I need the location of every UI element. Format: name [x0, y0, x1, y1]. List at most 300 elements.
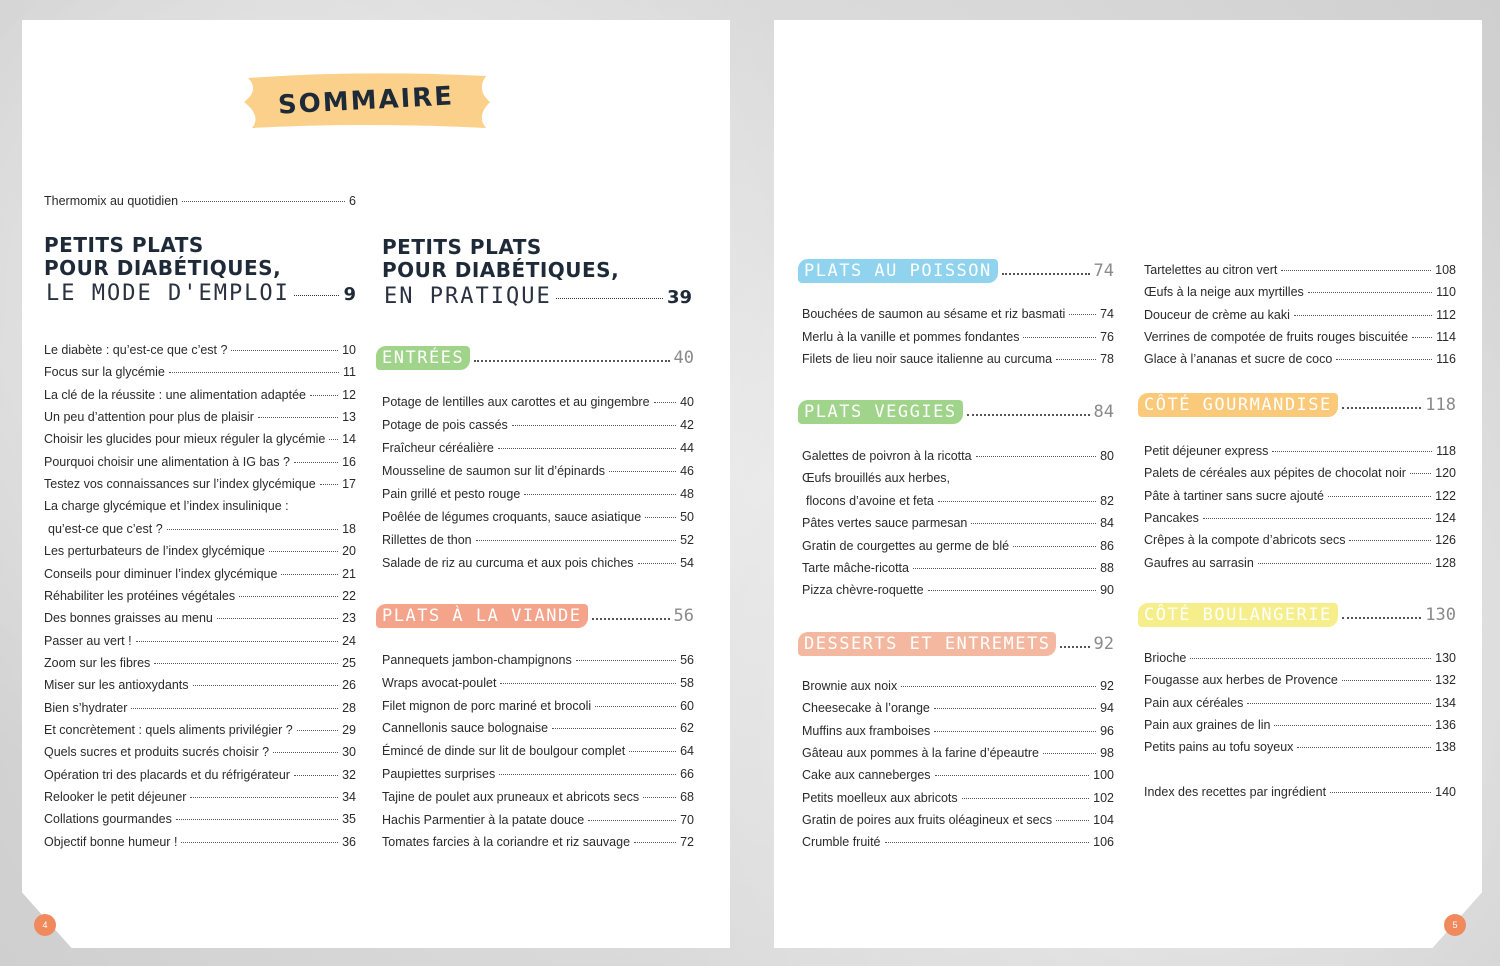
toc-entry-page: 108: [1435, 263, 1456, 277]
toc-entry-page: 66: [680, 767, 694, 781]
toc-entry-title: Quels sucres et produits sucrés choisir ?: [44, 745, 270, 760]
toc-entry[interactable]: [382, 835, 694, 853]
toc-entry-page: 96: [1100, 723, 1114, 738]
toc-entry-page: 26: [342, 678, 356, 693]
dot-leader: [1002, 273, 1090, 275]
section-title: ENTRÉES: [376, 346, 470, 370]
toc-entry[interactable]: [44, 812, 356, 830]
toc-entry-title: Œufs brouillés aux herbes,: [802, 471, 950, 486]
toc-entry[interactable]: [1144, 263, 1456, 281]
toc-entry[interactable]: [382, 510, 694, 528]
toc-entry[interactable]: [802, 471, 1114, 489]
toc-entry-title: Le diabète : qu’est-ce que c’est ?: [44, 343, 228, 357]
toc-entry-page: 14: [342, 432, 356, 447]
toc-entry-title: Thermomix au quotidien: [44, 194, 179, 208]
toc-entry-page: 36: [342, 834, 356, 849]
part1-subtitle-text: LE MODE D'EMPLOI: [46, 281, 290, 306]
toc-entry-page: 17: [342, 477, 356, 492]
toc-entry[interactable]: [1144, 673, 1456, 691]
section-veggies[interactable]: [798, 399, 1114, 425]
dot-leader: [154, 663, 338, 664]
toc-entry[interactable]: [802, 307, 1114, 325]
toc-entry[interactable]: [1144, 533, 1456, 551]
toc-entry-page: 80: [1100, 449, 1114, 463]
dot-leader: [193, 685, 339, 686]
dot-leader: [131, 708, 338, 709]
toc-entry-page: 16: [342, 454, 356, 469]
toc-entry-page: 90: [1100, 583, 1114, 598]
dot-leader: [190, 797, 338, 798]
dot-leader: [1043, 753, 1096, 754]
dot-leader: [1328, 496, 1431, 497]
dot-leader: [294, 462, 338, 463]
toc-entry-page: 20: [342, 544, 356, 559]
toc-entry-title: Cannellonis sauce bolognaise: [382, 721, 549, 736]
toc-entry-title: Choisir les glucides pour mieux réguler la glycémie: [44, 432, 326, 447]
page-number-left: 4: [34, 914, 56, 936]
toc-entry-title: Glace à l’ananas et sucre de coco: [1144, 352, 1333, 367]
toc-entry-page: 6: [349, 194, 356, 208]
dot-leader: [181, 842, 338, 843]
toc-entry-page: 58: [680, 675, 694, 690]
toc-entry-page: 52: [680, 533, 694, 547]
toc-entry-title: Gaufres au sarrasin: [1144, 555, 1254, 570]
toc-entry[interactable]: [1144, 696, 1456, 714]
toc-entry-page: 22: [342, 588, 356, 603]
toc-entry-page: 130: [1435, 651, 1456, 665]
toc-entry[interactable]: [802, 746, 1114, 764]
toc-entry-title: La clé de la réussite : une alimentation adaptée: [44, 387, 306, 402]
dot-leader: [499, 774, 676, 775]
dot-leader: [552, 728, 676, 729]
dot-leader: [935, 775, 1090, 776]
section-page: 56: [673, 606, 694, 626]
toc-entry-page: 94: [1100, 701, 1114, 716]
toc-entry[interactable]: [802, 813, 1114, 831]
toc-entry-page: 88: [1100, 561, 1114, 575]
section-title: DESSERTS ET ENTREMETS: [798, 632, 1056, 656]
dot-leader: [1336, 359, 1432, 360]
toc-entry-title: La charge glycémique et l’index insulinique :: [44, 499, 289, 514]
toc-entry-page: 134: [1435, 695, 1456, 710]
toc-entry[interactable]: [802, 791, 1114, 809]
toc-entry-page: 42: [680, 418, 694, 432]
section-page: 92: [1093, 634, 1114, 654]
toc-entry-page: 60: [680, 698, 694, 713]
toc-entry-page: 98: [1100, 745, 1114, 760]
part2-subtitle-text: EN PRATIQUE: [384, 284, 552, 309]
toc-entry[interactable]: [382, 676, 694, 694]
dot-leader: [643, 797, 676, 798]
toc-entry-page: 70: [680, 812, 694, 827]
dot-leader: [231, 350, 338, 351]
toc-entry[interactable]: [802, 352, 1114, 370]
toc-entry[interactable]: [1144, 511, 1456, 529]
toc-entry-title: Pain aux céréales: [1144, 695, 1244, 710]
toc-entry-intro[interactable]: [44, 194, 356, 212]
toc-entry-page: 28: [342, 700, 356, 715]
toc-entry[interactable]: [382, 441, 694, 459]
dot-leader: [217, 618, 338, 619]
toc-entry-page: 106: [1093, 835, 1114, 850]
dot-leader: [934, 731, 1096, 732]
toc-entry-page: 112: [1436, 307, 1456, 322]
toc-entry[interactable]: [802, 583, 1114, 601]
dot-leader: [645, 517, 676, 518]
toc-entry-page: 50: [680, 510, 694, 524]
toc-entry[interactable]: [1144, 556, 1456, 574]
toc-entry[interactable]: [1144, 308, 1456, 326]
dot-leader: [1272, 451, 1432, 452]
toc-entry-title: Petits moelleux aux abricots: [802, 790, 958, 805]
toc-entry[interactable]: [44, 678, 356, 696]
toc-entry-title: Brioche: [1144, 651, 1187, 665]
sommaire-title: SOMMAIRE: [277, 81, 455, 121]
toc-entry-page: 11: [343, 365, 356, 380]
toc-entry-title: Tajine de poulet aux pruneaux et abricots secs: [382, 789, 640, 804]
toc-entry[interactable]: [44, 835, 356, 853]
toc-entry[interactable]: [382, 790, 694, 808]
dot-leader: [512, 425, 676, 426]
toc-entry-page: 82: [1100, 493, 1114, 508]
toc-entry[interactable]: [802, 701, 1114, 719]
dot-leader: [1297, 747, 1431, 748]
toc-entry-title: Petit déjeuner express: [1144, 444, 1269, 458]
toc-entry[interactable]: [44, 790, 356, 808]
toc-entry-title: Pizza chèvre-roquette: [802, 583, 924, 598]
dot-leader: [320, 484, 338, 485]
dot-leader: [1203, 518, 1431, 519]
toc-entry[interactable]: [44, 499, 356, 517]
section-desserts[interactable]: [798, 631, 1114, 657]
dot-leader: [136, 641, 339, 642]
dot-leader: [901, 686, 1096, 687]
toc-entry-page: 128: [1435, 555, 1456, 570]
toc-entry[interactable]: [44, 544, 356, 562]
dot-leader: [1294, 315, 1432, 316]
dot-leader: [167, 529, 338, 530]
toc-entry-title: Rillettes de thon: [382, 533, 472, 547]
toc-entry-page: 72: [680, 835, 694, 850]
toc-entry-title: Pancakes: [1144, 510, 1199, 525]
dot-leader: [1281, 270, 1431, 271]
section-gourmandise[interactable]: [1138, 392, 1456, 418]
toc-entry[interactable]: [802, 330, 1114, 348]
toc-entry-page: 46: [680, 464, 694, 478]
toc-entry-title: Tomates farcies à la coriandre et riz sauvage: [382, 835, 631, 850]
dot-leader: [474, 360, 669, 362]
toc-entry-page: 120: [1435, 466, 1456, 481]
toc-entry[interactable]: [382, 464, 694, 482]
dot-leader: [273, 752, 338, 753]
toc-entry[interactable]: [44, 634, 356, 652]
section-page: 74: [1093, 261, 1114, 281]
toc-entry-title: Brownie aux noix: [802, 679, 898, 693]
toc-entry-page: 56: [680, 653, 694, 667]
toc-entry[interactable]: [802, 494, 1114, 512]
toc-entry-title: Salade de riz au curcuma et aux pois chiches: [382, 556, 634, 570]
part1-title-line1: PETITS PLATS: [44, 233, 204, 257]
toc-entry-title: Pain aux graines de lin: [1144, 717, 1271, 732]
toc-entry-title: flocons d’avoine et feta: [806, 493, 934, 508]
section-title: CÔTÉ GOURMANDISE: [1138, 393, 1338, 417]
toc-entry-page: 92: [1100, 679, 1114, 693]
dot-leader: [1056, 359, 1096, 360]
toc-entry[interactable]: [802, 449, 1114, 467]
toc-entry-page: 23: [342, 611, 356, 626]
toc-entry[interactable]: [44, 589, 356, 607]
toc-entry-title: Palets de céréales aux pépites de chocolat noir: [1144, 466, 1406, 481]
dot-leader: [239, 596, 338, 597]
toc-entry-title: Crumble fruité: [802, 835, 881, 850]
toc-entry-page: 44: [680, 441, 694, 455]
toc-entry-title: Gratin de courgettes au germe de blé: [802, 538, 1010, 553]
toc-entry[interactable]: [1144, 489, 1456, 507]
toc-entry-page: 25: [342, 655, 356, 670]
toc-entry-title: Cheesecake à l’orange: [802, 701, 930, 716]
section-title: CÔTÉ BOULANGERIE: [1138, 603, 1338, 627]
dot-leader: [269, 551, 338, 552]
dot-leader: [654, 402, 677, 403]
toc-entry[interactable]: [382, 653, 694, 671]
toc-entry[interactable]: [1144, 330, 1456, 348]
dot-leader: [638, 563, 677, 564]
toc-entry[interactable]: [44, 410, 356, 428]
toc-entry-title: Tarte mâche-ricotta: [802, 561, 909, 575]
dot-leader: [258, 417, 338, 418]
dot-leader: [1274, 725, 1431, 726]
toc-entry[interactable]: [44, 723, 356, 741]
toc-entry[interactable]: [802, 724, 1114, 742]
dot-leader: [1247, 703, 1431, 704]
toc-entry-title: Objectif bonne humeur !: [44, 834, 178, 849]
toc-entry[interactable]: [44, 432, 356, 450]
toc-entry-title: Et concrètement : quels aliments privilégier ?: [44, 722, 293, 737]
dot-leader: [1056, 820, 1089, 821]
toc-entry-page: 100: [1093, 768, 1114, 783]
toc-entry[interactable]: [44, 656, 356, 674]
toc-entry-title: Mousseline de saumon sur lit d’épinards: [382, 464, 606, 478]
toc-entry-page: 13: [342, 410, 356, 425]
toc-entry-page: 74: [1100, 307, 1114, 321]
toc-entry[interactable]: [1144, 740, 1456, 758]
toc-entry-title: Filet mignon de porc mariné et brocoli: [382, 698, 592, 713]
toc-entry-title: Un peu d’attention pour plus de plaisir: [44, 410, 254, 425]
toc-entry-title: Gâteau aux pommes à la farine d’épeautre: [802, 745, 1039, 760]
section-page: 40: [673, 348, 694, 368]
toc-entry[interactable]: [382, 813, 694, 831]
toc-entry-page: 18: [342, 521, 356, 536]
toc-entry[interactable]: [44, 768, 356, 786]
dot-leader: [913, 568, 1096, 569]
dot-leader: [329, 439, 338, 440]
section-entrees[interactable]: [376, 345, 694, 371]
toc-entry-page: 35: [342, 812, 356, 827]
toc-entry-page: 76: [1100, 329, 1114, 344]
toc-entry[interactable]: [44, 522, 356, 540]
dot-leader: [962, 798, 1090, 799]
toc-entry-page: 140: [1435, 785, 1456, 799]
dot-leader: [971, 523, 1096, 524]
dot-leader: [629, 751, 676, 752]
dot-leader: [1013, 546, 1096, 547]
toc-entry-page: 122: [1435, 488, 1456, 503]
section-viande[interactable]: [376, 603, 694, 629]
dot-leader: [1410, 473, 1431, 474]
toc-entry-title: Testez vos connaissances sur l’index glycémique: [44, 477, 316, 492]
section-page: 84: [1093, 402, 1114, 422]
toc-entry[interactable]: [802, 516, 1114, 534]
dot-leader: [1342, 617, 1422, 619]
toc-entry-title: Réhabiliter les protéines végétales: [44, 588, 236, 603]
toc-entry-title: Galettes de poivron à la ricotta: [802, 449, 972, 463]
page-number-right: 5: [1444, 914, 1466, 936]
toc-entry-title: Œufs à la neige aux myrtilles: [1144, 285, 1304, 300]
dot-leader: [576, 660, 676, 661]
toc-entry-title: Opération tri des placards et du réfrigérateur: [44, 767, 290, 782]
toc-entry-title: Les perturbateurs de l’index glycémique: [44, 544, 265, 559]
toc-entry[interactable]: [44, 388, 356, 406]
toc-entry[interactable]: [44, 365, 356, 383]
toc-entry[interactable]: [44, 611, 356, 629]
sommaire-banner: [240, 72, 492, 130]
toc-entry-page: 24: [342, 633, 356, 648]
toc-entry-title: Zoom sur les fibres: [44, 655, 151, 670]
toc-entry[interactable]: [382, 533, 694, 551]
toc-entry-page: 124: [1435, 510, 1456, 525]
dot-leader: [595, 706, 676, 707]
toc-entry-title: Pourquoi choisir une alimentation à IG bas ?: [44, 454, 290, 469]
dot-leader: [294, 295, 340, 296]
toc-entry[interactable]: [382, 395, 694, 413]
toc-entry[interactable]: [802, 835, 1114, 853]
toc-entry-title: Bouchées de saumon au sésame et riz basmati: [802, 307, 1066, 321]
toc-entry-page: 29: [342, 722, 356, 737]
toc-entry[interactable]: [802, 768, 1114, 786]
dot-leader: [182, 201, 345, 202]
toc-entry-title: Conseils pour diminuer l’index glycémique: [44, 566, 278, 581]
dot-leader: [588, 820, 676, 821]
toc-entry[interactable]: [802, 539, 1114, 557]
part2-page: 39: [666, 287, 692, 308]
toc-entry-title: Pâtes vertes sauce parmesan: [802, 516, 968, 531]
toc-entry-title: Émincé de dinde sur lit de boulgour complet: [382, 744, 626, 759]
dot-leader: [310, 395, 338, 396]
toc-entry-page: 30: [342, 745, 356, 760]
dot-leader: [934, 708, 1096, 709]
dot-leader: [1349, 540, 1431, 541]
toc-entry-page: 118: [1436, 444, 1456, 458]
dot-leader: [1342, 680, 1431, 681]
toc-entry-page: 48: [680, 487, 694, 501]
toc-entry-title: Collations gourmandes: [44, 812, 172, 827]
toc-entry-page: 104: [1093, 812, 1114, 827]
dot-leader: [967, 414, 1090, 416]
toc-entry[interactable]: [1144, 285, 1456, 303]
toc-entry[interactable]: [382, 699, 694, 717]
toc-entry-title: Douceur de crème au kaki: [1144, 307, 1290, 322]
dot-leader: [294, 775, 338, 776]
toc-entry-page: 116: [1436, 352, 1456, 367]
dot-leader: [1069, 314, 1096, 315]
part1-subtitle[interactable]: [46, 281, 356, 309]
section-title: PLATS VEGGIES: [798, 400, 963, 424]
section-page: 118: [1425, 395, 1456, 415]
toc-entry[interactable]: [44, 455, 356, 473]
toc-entry-title: Filets de lieu noir sauce italienne au curcuma: [802, 352, 1053, 366]
toc-entry[interactable]: [1144, 352, 1456, 370]
toc-entry-title: Gratin de poires aux fruits oléagineux et secs: [802, 812, 1053, 827]
dot-leader: [1342, 407, 1422, 409]
toc-entry[interactable]: [382, 418, 694, 436]
toc-entry-title: Tartelettes au citron vert: [1144, 263, 1278, 277]
part2-title-line1: PETITS PLATS: [382, 235, 542, 259]
toc-entry[interactable]: [1144, 718, 1456, 736]
toc-entry[interactable]: [1144, 651, 1456, 669]
toc-entry-page: 64: [680, 744, 694, 759]
dot-leader: [297, 730, 338, 731]
toc-entry-page: 132: [1435, 673, 1456, 688]
dot-leader: [1308, 292, 1432, 293]
toc-entry[interactable]: [1144, 444, 1456, 462]
toc-entry[interactable]: [44, 701, 356, 719]
dot-leader: [938, 501, 1096, 502]
toc-entry-title: Hachis Parmentier à la patate douce: [382, 812, 585, 827]
dot-leader: [498, 448, 676, 449]
toc-entry[interactable]: [44, 343, 356, 361]
toc-entry-title: Relooker le petit déjeuner: [44, 790, 187, 804]
toc-entry[interactable]: [382, 487, 694, 505]
toc-entry[interactable]: [382, 767, 694, 785]
dot-leader: [524, 494, 676, 495]
toc-entry-title: Verrines de compotée de fruits rouges biscuitée: [1144, 329, 1409, 344]
toc-entry-title: Poêlée de légumes croquants, sauce asiatique: [382, 510, 642, 524]
toc-entry-title: Muffins aux framboises: [802, 723, 931, 738]
toc-entry-title: Focus sur la glycémie: [44, 365, 165, 380]
toc-entry-page: 68: [680, 789, 694, 804]
toc-entry-title: Index des recettes par ingrédient: [1144, 785, 1327, 799]
part2-subtitle[interactable]: [384, 284, 692, 312]
toc-entry-page: 10: [342, 343, 356, 357]
toc-entry[interactable]: [382, 721, 694, 739]
toc-entry-title: Pain grillé et pesto rouge: [382, 487, 521, 501]
section-boulangerie[interactable]: [1138, 602, 1456, 628]
part1-title: [44, 234, 281, 280]
toc-entry[interactable]: [1144, 785, 1456, 803]
toc-entry-title: Cake aux canneberges: [802, 768, 931, 783]
toc-entry-title: Merlu à la vanille et pommes fondantes: [802, 329, 1020, 344]
toc-entry[interactable]: [44, 745, 356, 763]
toc-entry-page: 84: [1100, 516, 1114, 531]
toc-entry[interactable]: [802, 679, 1114, 697]
section-poisson[interactable]: [798, 258, 1114, 284]
toc-entry-page: 86: [1100, 538, 1114, 553]
toc-entry-page: 110: [1436, 285, 1456, 300]
part1-title-line2: POUR DIABÉTIQUES,: [44, 256, 282, 280]
part2-title-line2: POUR DIABÉTIQUES,: [382, 258, 620, 282]
toc-entry-title: Pâte à tartiner sans sucre ajouté: [1144, 488, 1324, 503]
toc-entry[interactable]: [802, 561, 1114, 579]
dot-leader: [928, 590, 1097, 591]
dot-leader: [169, 372, 339, 373]
toc-entry[interactable]: [44, 567, 356, 585]
dot-leader: [500, 683, 676, 684]
toc-entry[interactable]: [382, 744, 694, 762]
toc-entry[interactable]: [382, 556, 694, 574]
toc-entry-title: Potage de pois cassés: [382, 418, 508, 432]
toc-entry[interactable]: [44, 477, 356, 495]
toc-entry[interactable]: [1144, 466, 1456, 484]
